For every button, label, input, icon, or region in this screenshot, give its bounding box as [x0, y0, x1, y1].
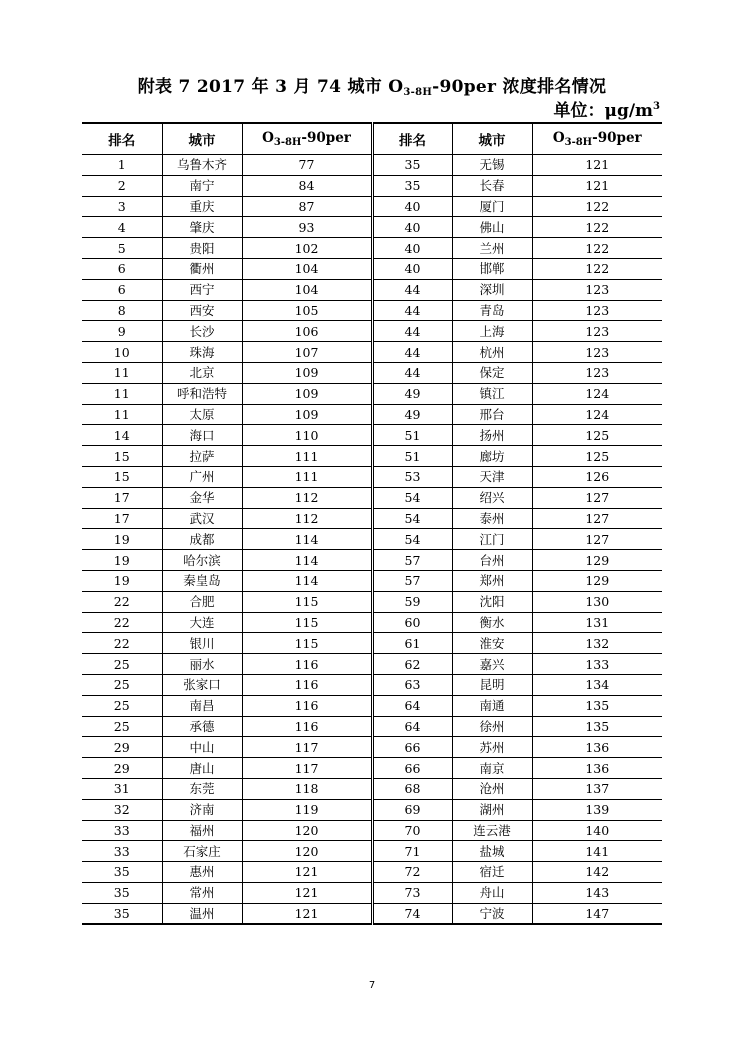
right-city-cell: 昆明 [452, 674, 532, 695]
left-city-cell: 福州 [162, 820, 242, 841]
right-value-cell: 122 [532, 238, 662, 259]
table-row [82, 529, 662, 550]
table-row [82, 300, 662, 321]
right-rank-cell: 40 [372, 238, 452, 259]
right-rank-cell: 44 [372, 300, 452, 321]
left-rank-cell: 6 [82, 279, 162, 300]
right-value-cell: 142 [532, 862, 662, 883]
left-city-cell: 常州 [162, 882, 242, 903]
right-city-cell: 江门 [452, 529, 532, 550]
left-city-cell: 武汉 [162, 508, 242, 529]
left-rank-cell: 6 [82, 258, 162, 279]
left-value-cell: 104 [242, 279, 372, 300]
left-city-cell: 丽水 [162, 654, 242, 675]
right-rank-cell: 73 [372, 882, 452, 903]
table-row [82, 487, 662, 508]
left-value-cell: 121 [242, 862, 372, 883]
right-city-cell: 南京 [452, 758, 532, 779]
table-row [82, 570, 662, 591]
left-value-cell: 120 [242, 820, 372, 841]
left-rank-cell: 25 [82, 654, 162, 675]
right-city-cell: 舟山 [452, 882, 532, 903]
left-city-cell: 海口 [162, 425, 242, 446]
left-city-cell: 拉萨 [162, 446, 242, 467]
left-city-cell: 石家庄 [162, 841, 242, 862]
right-rank-cell: 51 [372, 446, 452, 467]
table-row [82, 175, 662, 196]
title-subscript: 3-8H [403, 87, 433, 98]
header-conc-sub-right: 3-8H [564, 137, 593, 148]
table-row [82, 799, 662, 820]
right-rank-cell: 69 [372, 799, 452, 820]
left-rank-cell: 35 [82, 882, 162, 903]
right-rank-cell: 44 [372, 321, 452, 342]
left-value-cell: 116 [242, 695, 372, 716]
right-value-cell: 127 [532, 487, 662, 508]
table-row [82, 674, 662, 695]
left-value-cell: 114 [242, 529, 372, 550]
right-city-cell: 杭州 [452, 342, 532, 363]
left-city-cell: 成都 [162, 529, 242, 550]
right-value-cell: 124 [532, 383, 662, 404]
right-value-cell: 126 [532, 466, 662, 487]
left-city-cell: 中山 [162, 737, 242, 758]
table-row [82, 591, 662, 612]
left-city-cell: 金华 [162, 487, 242, 508]
table-row [82, 446, 662, 467]
left-rank-cell: 19 [82, 550, 162, 571]
right-value-cell: 143 [532, 882, 662, 903]
left-rank-cell: 15 [82, 446, 162, 467]
table-row [82, 508, 662, 529]
left-value-cell: 119 [242, 799, 372, 820]
left-city-cell: 贵阳 [162, 238, 242, 259]
unit-superscript: 3 [653, 101, 660, 112]
left-rank-cell: 33 [82, 820, 162, 841]
right-rank-cell: 54 [372, 487, 452, 508]
right-rank-cell: 49 [372, 404, 452, 425]
left-rank-cell: 9 [82, 321, 162, 342]
left-value-cell: 118 [242, 778, 372, 799]
right-rank-cell: 61 [372, 633, 452, 654]
left-rank-cell: 29 [82, 758, 162, 779]
right-city-cell: 无锡 [452, 155, 532, 176]
right-rank-cell: 64 [372, 716, 452, 737]
right-value-cell: 131 [532, 612, 662, 633]
table-body [82, 155, 662, 925]
left-value-cell: 93 [242, 217, 372, 238]
right-rank-cell: 64 [372, 695, 452, 716]
left-rank-cell: 11 [82, 362, 162, 383]
table-row [82, 466, 662, 487]
header-city-right: 城市 [452, 123, 532, 155]
table-row [82, 654, 662, 675]
left-city-cell: 广州 [162, 466, 242, 487]
table-row [82, 716, 662, 737]
left-rank-cell: 25 [82, 716, 162, 737]
left-city-cell: 北京 [162, 362, 242, 383]
left-value-cell: 117 [242, 737, 372, 758]
right-rank-cell: 71 [372, 841, 452, 862]
left-value-cell: 109 [242, 383, 372, 404]
right-value-cell: 129 [532, 550, 662, 571]
right-rank-cell: 44 [372, 279, 452, 300]
right-rank-cell: 62 [372, 654, 452, 675]
left-rank-cell: 15 [82, 466, 162, 487]
left-rank-cell: 8 [82, 300, 162, 321]
left-city-cell: 东莞 [162, 778, 242, 799]
right-value-cell: 136 [532, 758, 662, 779]
left-rank-cell: 35 [82, 862, 162, 883]
left-value-cell: 106 [242, 321, 372, 342]
right-rank-cell: 40 [372, 217, 452, 238]
left-value-cell: 115 [242, 633, 372, 654]
header-conc-tail-right: -90per [592, 130, 642, 146]
left-city-cell: 张家口 [162, 674, 242, 695]
right-city-cell: 嘉兴 [452, 654, 532, 675]
left-value-cell: 102 [242, 238, 372, 259]
right-rank-cell: 70 [372, 820, 452, 841]
left-value-cell: 114 [242, 570, 372, 591]
right-value-cell: 133 [532, 654, 662, 675]
left-city-cell: 承德 [162, 716, 242, 737]
header-concentration-right [532, 123, 662, 155]
left-value-cell: 120 [242, 841, 372, 862]
left-rank-cell: 22 [82, 633, 162, 654]
right-city-cell: 淮安 [452, 633, 532, 654]
right-city-cell: 邢台 [452, 404, 532, 425]
unit-text: 单位：μg/m [553, 101, 654, 121]
right-rank-cell: 57 [372, 570, 452, 591]
table-row [82, 841, 662, 862]
table-row [82, 279, 662, 300]
left-city-cell: 秦皇岛 [162, 570, 242, 591]
right-city-cell: 镇江 [452, 383, 532, 404]
right-rank-cell: 40 [372, 196, 452, 217]
table-row [82, 362, 662, 383]
left-city-cell: 惠州 [162, 862, 242, 883]
table-row [82, 882, 662, 903]
right-city-cell: 邯郸 [452, 258, 532, 279]
left-value-cell: 107 [242, 342, 372, 363]
left-value-cell: 112 [242, 508, 372, 529]
header-conc-main: O [262, 130, 274, 146]
right-value-cell: 137 [532, 778, 662, 799]
left-city-cell: 南昌 [162, 695, 242, 716]
table-row [82, 404, 662, 425]
table-row [82, 321, 662, 342]
right-city-cell: 扬州 [452, 425, 532, 446]
left-city-cell: 合肥 [162, 591, 242, 612]
header-concentration [242, 123, 372, 155]
right-value-cell: 127 [532, 508, 662, 529]
table-row [82, 342, 662, 363]
right-city-cell: 衡水 [452, 612, 532, 633]
table-row [82, 737, 662, 758]
right-rank-cell: 40 [372, 258, 452, 279]
right-city-cell: 廊坊 [452, 446, 532, 467]
right-value-cell: 121 [532, 155, 662, 176]
left-city-cell: 太原 [162, 404, 242, 425]
table-row [82, 820, 662, 841]
left-rank-cell: 14 [82, 425, 162, 446]
left-value-cell: 116 [242, 654, 372, 675]
table-row [82, 778, 662, 799]
left-rank-cell: 2 [82, 175, 162, 196]
left-city-cell: 唐山 [162, 758, 242, 779]
table-row [82, 217, 662, 238]
left-city-cell: 大连 [162, 612, 242, 633]
left-rank-cell: 10 [82, 342, 162, 363]
right-value-cell: 122 [532, 258, 662, 279]
left-value-cell: 111 [242, 466, 372, 487]
right-city-cell: 连云港 [452, 820, 532, 841]
left-rank-cell: 5 [82, 238, 162, 259]
right-rank-cell: 59 [372, 591, 452, 612]
right-rank-cell: 60 [372, 612, 452, 633]
left-value-cell: 105 [242, 300, 372, 321]
table-row [82, 758, 662, 779]
table-row [82, 862, 662, 883]
left-value-cell: 115 [242, 591, 372, 612]
left-city-cell: 乌鲁木齐 [162, 155, 242, 176]
left-city-cell: 衢州 [162, 258, 242, 279]
table-row [82, 238, 662, 259]
right-rank-cell: 54 [372, 529, 452, 550]
table-row [82, 695, 662, 716]
right-rank-cell: 49 [372, 383, 452, 404]
left-value-cell: 87 [242, 196, 372, 217]
left-city-cell: 南宁 [162, 175, 242, 196]
right-city-cell: 兰州 [452, 238, 532, 259]
right-rank-cell: 44 [372, 342, 452, 363]
right-value-cell: 124 [532, 404, 662, 425]
ranking-table [82, 122, 662, 925]
left-rank-cell: 11 [82, 383, 162, 404]
header-city: 城市 [162, 123, 242, 155]
left-value-cell: 111 [242, 446, 372, 467]
left-city-cell: 肇庆 [162, 217, 242, 238]
right-city-cell: 泰州 [452, 508, 532, 529]
right-value-cell: 134 [532, 674, 662, 695]
right-rank-cell: 66 [372, 737, 452, 758]
right-value-cell: 140 [532, 820, 662, 841]
left-rank-cell: 29 [82, 737, 162, 758]
right-value-cell: 123 [532, 279, 662, 300]
right-city-cell: 绍兴 [452, 487, 532, 508]
left-rank-cell: 4 [82, 217, 162, 238]
right-rank-cell: 68 [372, 778, 452, 799]
unit-label [554, 96, 661, 121]
right-city-cell: 佛山 [452, 217, 532, 238]
header-conc-tail: -90per [301, 130, 351, 146]
left-rank-cell: 17 [82, 508, 162, 529]
right-value-cell: 135 [532, 695, 662, 716]
right-rank-cell: 74 [372, 903, 452, 924]
left-rank-cell: 31 [82, 778, 162, 799]
left-value-cell: 112 [242, 487, 372, 508]
left-value-cell: 77 [242, 155, 372, 176]
right-city-cell: 湖州 [452, 799, 532, 820]
left-rank-cell: 19 [82, 570, 162, 591]
header-rank-right: 排名 [372, 123, 452, 155]
right-city-cell: 南通 [452, 695, 532, 716]
right-value-cell: 122 [532, 217, 662, 238]
right-city-cell: 上海 [452, 321, 532, 342]
right-value-cell: 132 [532, 633, 662, 654]
title-prefix: 附表 7 2017 年 3 月 74 城市 O [137, 77, 404, 97]
left-city-cell: 珠海 [162, 342, 242, 363]
right-rank-cell: 54 [372, 508, 452, 529]
left-value-cell: 117 [242, 758, 372, 779]
title-suffix: -90per 浓度排名情况 [432, 77, 607, 97]
table-row [82, 258, 662, 279]
right-rank-cell: 72 [372, 862, 452, 883]
header-conc-sub: 3-8H [273, 137, 302, 148]
right-value-cell: 123 [532, 342, 662, 363]
right-rank-cell: 53 [372, 466, 452, 487]
header-rank: 排名 [82, 123, 162, 155]
right-city-cell: 宁波 [452, 903, 532, 924]
left-rank-cell: 32 [82, 799, 162, 820]
left-rank-cell: 17 [82, 487, 162, 508]
left-value-cell: 110 [242, 425, 372, 446]
left-rank-cell: 22 [82, 591, 162, 612]
right-city-cell: 厦门 [452, 196, 532, 217]
right-city-cell: 苏州 [452, 737, 532, 758]
right-rank-cell: 35 [372, 155, 452, 176]
right-value-cell: 121 [532, 175, 662, 196]
table-row [82, 155, 662, 176]
left-rank-cell: 25 [82, 695, 162, 716]
right-value-cell: 125 [532, 425, 662, 446]
right-rank-cell: 66 [372, 758, 452, 779]
right-city-cell: 台州 [452, 550, 532, 571]
left-city-cell: 济南 [162, 799, 242, 820]
right-city-cell: 宿迁 [452, 862, 532, 883]
left-city-cell: 温州 [162, 903, 242, 924]
right-value-cell: 123 [532, 300, 662, 321]
right-city-cell: 天津 [452, 466, 532, 487]
table-row [82, 633, 662, 654]
right-value-cell: 127 [532, 529, 662, 550]
left-rank-cell: 3 [82, 196, 162, 217]
left-rank-cell: 22 [82, 612, 162, 633]
table-header-row [82, 123, 662, 155]
right-value-cell: 136 [532, 737, 662, 758]
left-value-cell: 104 [242, 258, 372, 279]
page-title [0, 72, 744, 98]
left-rank-cell: 19 [82, 529, 162, 550]
right-value-cell: 122 [532, 196, 662, 217]
left-value-cell: 116 [242, 716, 372, 737]
left-rank-cell: 11 [82, 404, 162, 425]
left-value-cell: 109 [242, 362, 372, 383]
left-city-cell: 哈尔滨 [162, 550, 242, 571]
right-city-cell: 沧州 [452, 778, 532, 799]
right-rank-cell: 44 [372, 362, 452, 383]
table-row [82, 383, 662, 404]
right-value-cell: 139 [532, 799, 662, 820]
right-city-cell: 沈阳 [452, 591, 532, 612]
left-rank-cell: 33 [82, 841, 162, 862]
left-value-cell: 115 [242, 612, 372, 633]
right-city-cell: 郑州 [452, 570, 532, 591]
right-value-cell: 141 [532, 841, 662, 862]
right-value-cell: 123 [532, 321, 662, 342]
right-city-cell: 青岛 [452, 300, 532, 321]
table-row [82, 903, 662, 924]
left-rank-cell: 35 [82, 903, 162, 924]
left-value-cell: 116 [242, 674, 372, 695]
right-value-cell: 125 [532, 446, 662, 467]
right-rank-cell: 51 [372, 425, 452, 446]
right-rank-cell: 57 [372, 550, 452, 571]
left-rank-cell: 1 [82, 155, 162, 176]
right-value-cell: 135 [532, 716, 662, 737]
left-rank-cell: 25 [82, 674, 162, 695]
right-city-cell: 保定 [452, 362, 532, 383]
right-value-cell: 123 [532, 362, 662, 383]
left-city-cell: 重庆 [162, 196, 242, 217]
header-conc-main-right: O [552, 130, 565, 146]
right-city-cell: 盐城 [452, 841, 532, 862]
right-value-cell: 147 [532, 903, 662, 924]
right-city-cell: 长春 [452, 175, 532, 196]
left-city-cell: 呼和浩特 [162, 383, 242, 404]
table-row [82, 425, 662, 446]
left-value-cell: 84 [242, 175, 372, 196]
table-row [82, 196, 662, 217]
right-rank-cell: 63 [372, 674, 452, 695]
left-city-cell: 西安 [162, 300, 242, 321]
right-value-cell: 129 [532, 570, 662, 591]
left-value-cell: 121 [242, 903, 372, 924]
left-city-cell: 银川 [162, 633, 242, 654]
right-city-cell: 深圳 [452, 279, 532, 300]
page-number: 7 [368, 980, 376, 991]
left-city-cell: 长沙 [162, 321, 242, 342]
left-value-cell: 114 [242, 550, 372, 571]
left-city-cell: 西宁 [162, 279, 242, 300]
left-value-cell: 109 [242, 404, 372, 425]
table-row [82, 612, 662, 633]
table-row [82, 550, 662, 571]
right-value-cell: 130 [532, 591, 662, 612]
right-rank-cell: 35 [372, 175, 452, 196]
right-city-cell: 徐州 [452, 716, 532, 737]
left-value-cell: 121 [242, 882, 372, 903]
